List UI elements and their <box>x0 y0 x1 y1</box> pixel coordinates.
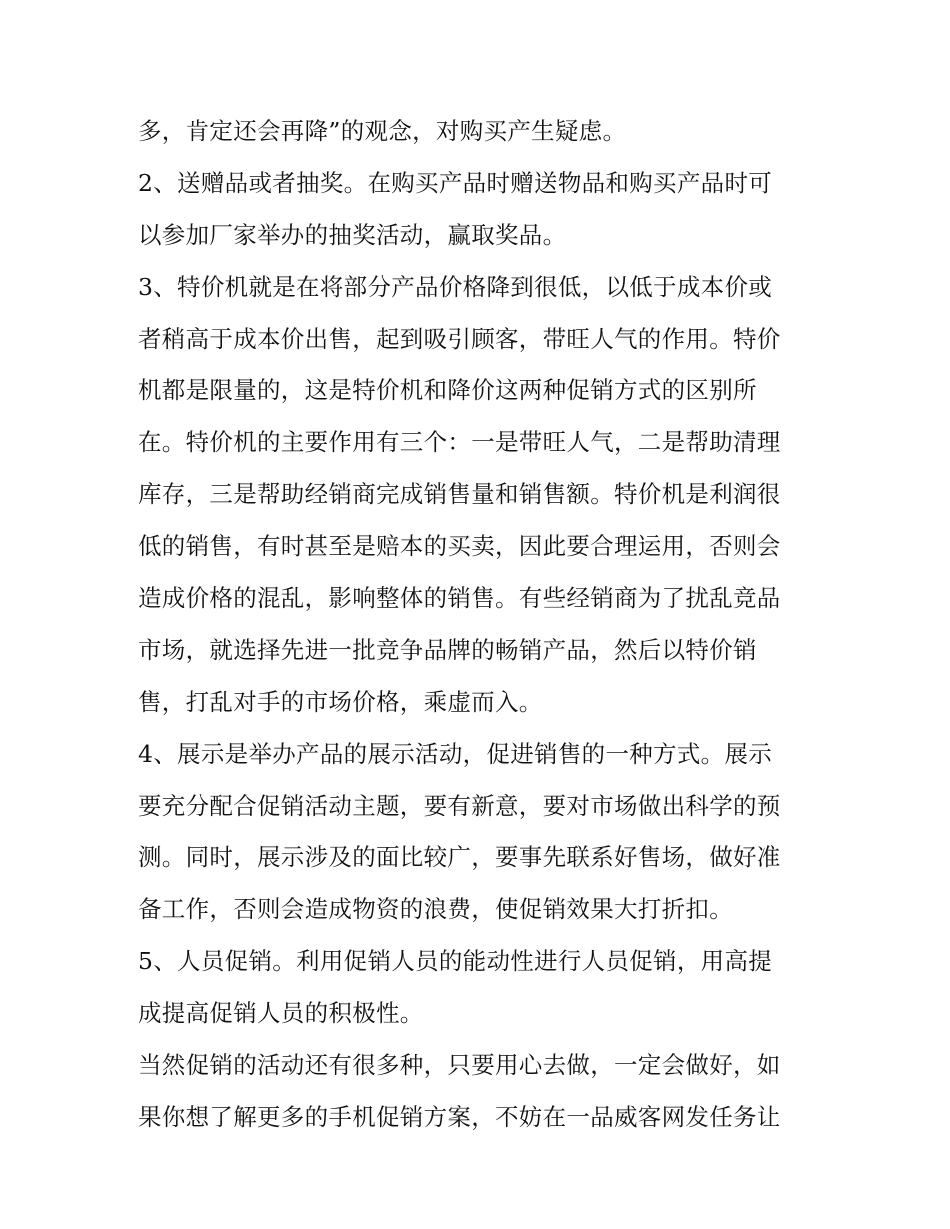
text-line: 机都是限量的，这是特价机和降价这两种促销方式的区别所 <box>138 376 757 405</box>
text-line: 3、特价机就是在将部分产品价格降到很低，以低于成本价或 <box>138 272 773 301</box>
text-line: 库存，三是帮助经销商完成销售量和销售额。特价机是利润很 <box>138 480 781 509</box>
text-line: 成提高促销人员的积极性。 <box>138 999 424 1028</box>
text-line: 当然促销的活动还有很多种，只要用心去做，一定会做好，如 <box>138 1051 781 1080</box>
text-line: 售，打乱对手的市场价格，乘虚而入。 <box>138 687 543 716</box>
text-line: 在。特价机的主要作用有三个：一是带旺人气，二是帮助清理 <box>138 428 781 457</box>
text-line: 造成价格的混乱，影响整体的销售。有些经销商为了扰乱竞品 <box>138 584 781 613</box>
text-line: 要充分配合促销活动主题，要有新意，要对市场做出科学的预 <box>138 791 781 820</box>
text-line: 4、展示是举办产品的展示活动，促进销售的一种方式。展示 <box>138 739 773 768</box>
body-text <box>138 106 818 1144</box>
text-line: 者稍高于成本价出售，起到吸引顾客，带旺人气的作用。特价 <box>138 324 781 353</box>
text-line: 低的销售，有时甚至是赔本的买卖，因此要合理运用，否则会 <box>138 532 781 561</box>
text-line: 多，肯定还会再降”的观念，对购买产生疑虑。 <box>138 117 627 145</box>
text-line: 以参加厂家举办的抽奖活动，赢取奖品。 <box>138 220 567 249</box>
text-line: 果你想了解更多的手机促销方案，不妨在一品威客网发任务让 <box>138 1102 781 1131</box>
text-line: 备工作，否则会造成物资的浪费，使促销效果大打折扣。 <box>138 895 733 924</box>
text-line: 市场，就选择先进一批竞争品牌的畅销产品，然后以特价销 <box>138 635 757 664</box>
text-line: 5、人员促销。利用促销人员的能动性进行人员促销，用高提 <box>138 947 773 976</box>
text-line: 测。同时，展示涉及的面比较广，要事先联系好售场，做好准 <box>138 843 781 872</box>
text-line: 2、送赠品或者抽奖。在购买产品时赠送物品和购买产品时可 <box>138 168 773 197</box>
